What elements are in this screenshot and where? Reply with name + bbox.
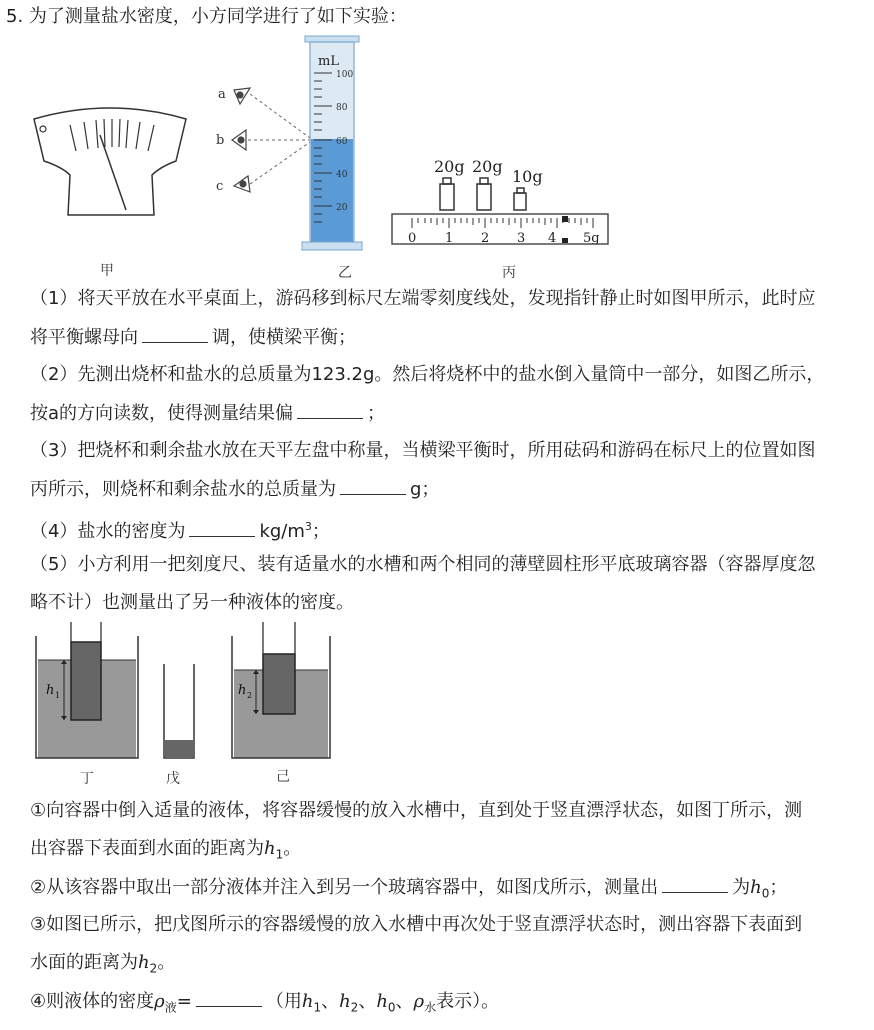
- eye-label-a: a: [218, 87, 226, 102]
- ruler-tick-1: 1: [445, 231, 454, 246]
- caption-bing: 丙: [502, 265, 516, 281]
- balance-dial-figure: [32, 105, 192, 215]
- ruler-tick-2: 2: [481, 231, 490, 246]
- answer-blank-3[interactable]: [340, 478, 406, 495]
- tank-ding: [36, 622, 138, 758]
- floating-containers-figure: [34, 622, 344, 762]
- tank-ji: [232, 622, 330, 758]
- container-wu: [164, 664, 194, 758]
- weight-20g-1-icon: [440, 178, 454, 210]
- step1-line1: ①向容器中倒入适量的液体，将容器缓慢的放入水槽中，直到处于竖直漂浮状态，如图丁所示，测: [30, 800, 803, 821]
- part4-line: （4）盐水的密度为 $kg/m^3$；: [30, 520, 330, 542]
- answer-blank-6[interactable]: [196, 990, 262, 1007]
- question-stem: [6, 6, 407, 28]
- part2-line1: （2）先测出烧杯和盐水的总质量为123.2g。然后将烧杯中的盐水倒入量筒中一部分，如图乙所示，: [30, 364, 825, 385]
- cyl-tick-80: 80: [336, 103, 348, 113]
- step3-line1: ③如图已所示，把戊图所示的容器缓慢的放入水槽中再次处于竖直漂浮状态时，测出容器下表面到: [30, 914, 803, 935]
- part2-line2: 按a的方向读数，使得测量结果偏 ；: [30, 403, 386, 424]
- ruler-tick-0: 0: [408, 231, 417, 246]
- question-number: 5.: [6, 6, 24, 27]
- cylinder-unit: mL: [318, 54, 339, 69]
- step1-line2: 出容器下表面到水面的距离为$h_1$。: [30, 838, 302, 862]
- weights-scale-figure: [390, 156, 620, 246]
- h2-label: h: [238, 683, 247, 698]
- rider-icon: [562, 216, 568, 222]
- cyl-tick-20: 20: [336, 203, 348, 213]
- part3-line2: 丙所示，则烧杯和剩余盐水的总质量为 g；: [30, 479, 440, 500]
- balance-pointer: [100, 135, 126, 210]
- caption-jia: 甲: [100, 263, 114, 279]
- h1-sub: 1: [55, 691, 61, 700]
- part5-line2: 略不计）也测量出了另一种液体的密度。: [30, 592, 354, 613]
- saline-liquid: [311, 139, 353, 242]
- container-ding: [71, 642, 101, 720]
- eye-label-b: b: [216, 133, 225, 148]
- ruler-tick-3: 3: [517, 231, 526, 246]
- eye-a-icon: [234, 88, 250, 104]
- step4-line: ④则液体的密度$\rho_液=$ （用$h_1$、$h_2$、$h_0$、$\rho_水$表示）。: [30, 991, 500, 1015]
- cyl-tick-100: 100: [336, 70, 354, 80]
- ruler-tick-5g: 5g: [583, 231, 600, 246]
- weight-label-1: 20g: [434, 157, 465, 176]
- eye-label-c: c: [216, 179, 224, 194]
- cyl-tick-40: 40: [336, 170, 348, 180]
- container-ji: [263, 654, 295, 714]
- graduated-cylinder-figure: [210, 36, 410, 256]
- weight-label-3: 10g: [512, 167, 543, 186]
- step2-line: ②从该容器中取出一部分液体并注入到另一个玻璃容器中，如图戊所示，测量出 为$h_0$；: [30, 877, 788, 901]
- weight-10g-icon: [514, 188, 526, 210]
- part5-line1: （5）小方利用一把刻度尺、装有适量水的水槽和两个相同的薄壁圆柱形平底玻璃容器（容器厚度忽: [30, 554, 816, 575]
- ruler-tick-4: 4: [548, 231, 557, 246]
- answer-blank-4[interactable]: [189, 520, 255, 537]
- weight-label-2: 20g: [472, 157, 503, 176]
- caption-yi: 乙: [338, 265, 352, 281]
- weight-20g-2-icon: [477, 178, 491, 210]
- caption-ding: 丁: [80, 771, 94, 787]
- answer-blank-2[interactable]: [297, 402, 363, 419]
- h1-label: h: [46, 683, 55, 698]
- eye-c-icon: [234, 176, 250, 192]
- step3-line2: 水面的距离为$h_2$。: [30, 952, 176, 976]
- h2-sub: 2: [247, 691, 253, 700]
- answer-blank-5[interactable]: [662, 876, 728, 893]
- part1-line2: 将平衡螺母向 调，使横梁平衡；: [30, 327, 356, 348]
- answer-blank-1[interactable]: [142, 326, 208, 343]
- part1-line1: （1）将天平放在水平桌面上，游码移到标尺左端零刻度线处，发现指针静止时如图甲所示，此时应: [30, 288, 816, 309]
- question-text: 为了测量盐水密度，小方同学进行了如下实验：: [28, 6, 407, 27]
- caption-ji: 己: [276, 769, 290, 785]
- part3-line1: （3）把烧杯和剩余盐水放在天平左盘中称量，当横梁平衡时，所用砝码和游码在标尺上的位置如图: [30, 440, 816, 461]
- caption-wu: 戊: [166, 771, 180, 787]
- eye-b-icon: [232, 130, 246, 150]
- cyl-tick-60: 60: [336, 137, 348, 147]
